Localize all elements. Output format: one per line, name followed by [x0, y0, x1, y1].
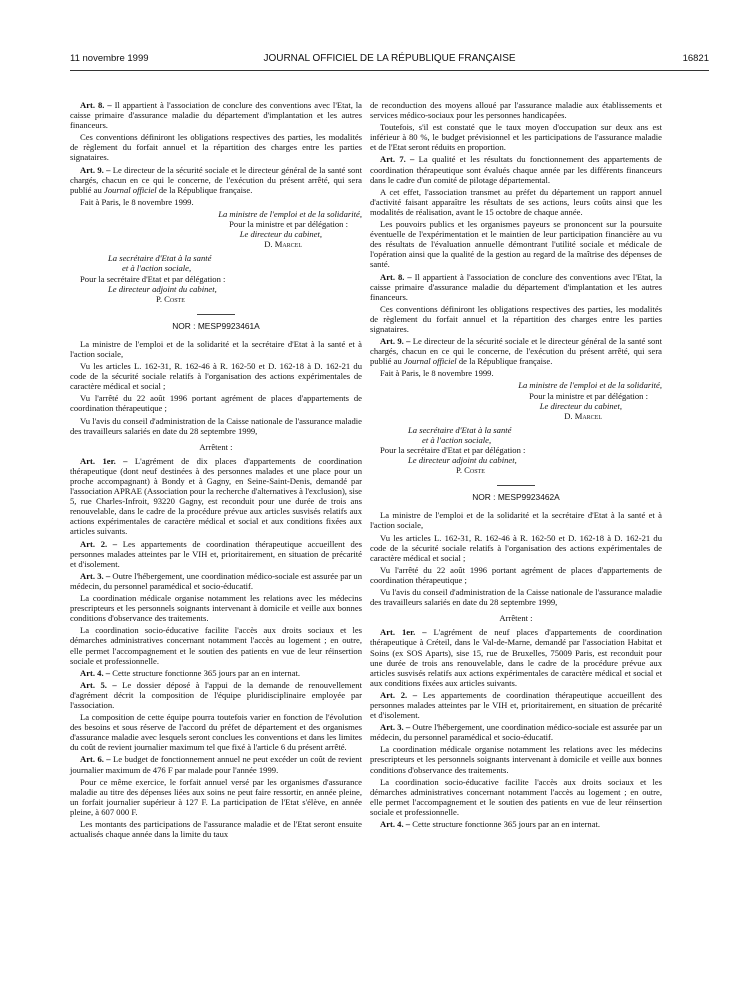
- article-1: Art. 1er. – L'agrément de dix places d'appartements de coordination thérapeutique (dont neuf destinées à des personnes malades et une place pour un proche accompagnant) à Bondy et à Gagny, en Seine-Saint-Denis, demandé par l'association APRAE (Association pour la recherche d'alternatives à l'exclusion), sise 5, rue Charles-Infroit, 93220 Gagny, est reconduit pour une durée de trois ans renouvelable, dans le cadre de la procédure prévue aux articles susvisés relatifs aux actions expérimentales de caractère médical et social et aux conditions fixées aux articles suivants.: [70, 455, 362, 537]
- visa: Vu l'arrêté du 22 août 1996 portant agrément de places d'appartements de coordination thérapeutique ;: [70, 393, 362, 414]
- article-label: Art. 2. –: [380, 689, 418, 700]
- article-label: Art. 7. –: [380, 154, 415, 165]
- page-header: [70, 53, 709, 69]
- article-label: Art. 9. –: [80, 164, 111, 175]
- article-label: Art. 8. –: [80, 100, 112, 110]
- paragraph: La coordination médicale organise notamment les relations avec les médecins prescripteurs et les personnels soignants intervenant à domicile et veille aux bonnes conditions d'observance des traitements.: [370, 744, 662, 775]
- fait-a-paris: Fait à Paris, le 8 novembre 1999.: [380, 368, 494, 379]
- preamble: La ministre de l'emploi et de la solidarité et la secrétaire d'Etat à la santé et à l'action sociale,: [370, 510, 662, 531]
- header-page-number: 16821: [682, 53, 709, 64]
- article-3: Art. 3. – Outre l'hébergement, une coordination médico-sociale est assurée par un médecin, du personnel paramédical et socio-éducatif.: [370, 722, 663, 743]
- signature-block-minister: La ministre de l'emploi et de la solidarité, Pour la ministre et par délégation : Le directeur du cabinet, D. Marcel: [370, 380, 662, 420]
- paragraph: Toutefois, s'il est constaté que le taux moyen d'occupation sur deux ans est inférieur à 80 %, le budget prévisionnel et les participations de l'assurance maladie et de l'Etat seront réduits en proportion.: [370, 122, 662, 153]
- article-7: Art. 7. – La qualité et les résultats du fonctionnement des appartements de coordination thérapeutique sont évalués chaque année par les différents financeurs dans le cadre d'un comité de pilotage départemental.: [370, 154, 662, 185]
- right-column: [370, 100, 662, 831]
- paragraph: Les pouvoirs publics et les organismes payeurs se prononcent sur la poursuite éventuelle de l'expérimentation et le maintien de leur participation financière au vu des résultats de l'évaluation annuelle démontrant l'utilité sociale et médicale de l'opération ainsi que la qualité de la gestion au regard de la maîtrise des dépenses de santé.: [370, 219, 662, 270]
- article-2: Art. 2. – Les appartements de coordination thérapeutique accueillent des personnes malades atteintes par le VIH et, prioritairement, en situation de précarité et d'isolement.: [70, 538, 362, 569]
- article-4: Art. 4. – Cette structure fonctionne 365 jours par an en internat.: [380, 819, 601, 829]
- signatory-name: P. Coste: [156, 293, 185, 304]
- article-2: Art. 2. – Les appartements de coordination thérapeutique accueillent des personnes malades atteintes par le VIH et, prioritairement, en situation de précarité et d'isolement.: [370, 689, 662, 721]
- signatory-name: D. Marcel: [264, 239, 302, 250]
- article-8: Art. 8. – Il appartient à l'association de conclure des conventions avec l'Etat, la caisse primaire d'assurance maladie du département d'implantation et les autres financeurs.: [370, 271, 662, 302]
- nor-reference: NOR : MESP9923461A: [172, 320, 260, 331]
- visa: Vu l'arrêté du 22 août 1996 portant agrément de places d'appartements de coordination thérapeutique ;: [370, 564, 662, 585]
- paragraph: Ces conventions définiront les obligations respectives des parties, les modalités de règlement du forfait annuel et la répartition des charges entre les parties signataires.: [370, 303, 662, 334]
- visa: Vu l'avis du conseil d'administration de la Caisse nationale de l'assurance maladie des travailleurs salariés en date du 28 septembre 1999,: [70, 415, 362, 436]
- paragraph: La coordination socio-éducative facilite l'accès aux droits sociaux et les démarches administratives concernant notamment l'accès au logement ; en outre, elle permet l'accompagnement et le soutien des patients en vue de leur réinsertion sociale et professionnelle.: [70, 625, 362, 666]
- signature-block-secretary: La secrétaire d'Etat à la santé et à l'action sociale, Pour la secrétaire d'Etat et par délégation : Le directeur adjoint du cabinet, P. Coste: [70, 253, 362, 303]
- signature-block-minister: La ministre de l'emploi et de la solidarité, Pour la ministre et par délégation : Le directeur du cabinet, D. Marcel: [70, 209, 362, 249]
- visa: Vu les articles L. 162-31, R. 162-46 à R. 162-50 et D. 162-18 à D. 162-21 du code de la sécurité sociale relatifs à l'organisation des actions expérimentales de caractère médical et social ;: [370, 532, 662, 563]
- separator-rule: [197, 314, 235, 315]
- article-label: Art. 9. –: [380, 336, 411, 347]
- left-column: [70, 100, 362, 841]
- paragraph: La composition de cette équipe pourra toutefois varier en fonction de l'évolution des besoins et sous réserve de l'accord du préfet de département et des organismes d'assurance maladie avec lesquels seront conclues les conventions et dans les limites du coût de revient journalier maximum tel que fixé à l'article 6 du présent arrêté.: [70, 712, 362, 753]
- visa: Vu les articles L. 162-31, R. 162-46 à R. 162-50 et D. 162-18 à D. 162-21 du code de la sécurité sociale relatifs à l'organisation des actions expérimentales de caractère médical et social ;: [70, 361, 362, 392]
- visa: Vu l'avis du conseil d'administration de la Caisse nationale de l'assurance maladie des travailleurs salariés en date du 28 septembre 1999,: [370, 587, 662, 608]
- article-label: Art. 2. –: [80, 538, 118, 549]
- signature-block-secretary: La secrétaire d'Etat à la santé et à l'action sociale, Pour la secrétaire d'Etat et par délégation : Le directeur adjoint du cabinet, P. Coste: [370, 425, 662, 475]
- preamble: La ministre de l'emploi et de la solidarité et la secrétaire d'Etat à la santé et à l'action sociale,: [70, 338, 362, 359]
- paragraph: Les montants des participations de l'assurance maladie et de l'Etat seront ensuite actualisés chaque année dans la limite du taux: [70, 819, 362, 840]
- article-label: Art. 3. –: [80, 570, 111, 581]
- paragraph: Ces conventions définiront les obligations respectives des parties, les modalités de règlement du forfait annuel et la répartition des charges entre les parties signataires.: [70, 132, 362, 163]
- article-label: Art. 8. –: [380, 271, 412, 282]
- article-3: Art. 3. – Outre l'hébergement, une coordination médico-sociale est assurée par un médecin, du personnel paramédical et socio-éducatif.: [70, 570, 363, 591]
- article-9: Art. 9. – Le directeur de la sécurité sociale et le directeur général de la santé sont chargés, chacun en ce qui le concerne, de l'exécution du présent arrêté, qui sera publié au Journal officiel de la République française.: [370, 336, 662, 367]
- header-title: JOURNAL OFFICIEL DE LA RÉPUBLIQUE FRANÇAISE: [263, 53, 516, 64]
- arretent-heading: Arrêtent :: [499, 613, 533, 624]
- article-1: Art. 1er. – L'agrément de neuf places d'appartements de coordination thérapeutique à Créteil, dans le Val-de-Marne, demandé par l'association Habitat et Soins (ex SOS Aparts), sise 15, rue de Bruxelles, 75009 Paris, est reconduit pour une durée de trois ans renouvelable, dans le cadre de la procédure prévue aux articles susvisés relatifs aux actions expérimentales de caractère médical et social et aux conditions fixées aux articles suivants.: [370, 627, 662, 688]
- article-label: Art. 6. –: [80, 754, 111, 765]
- paragraph: Pour ce même exercice, le forfait annuel versé par les organismes d'assurance maladie au titre des dépenses liées aux soins ne peut faire ressortir, en année pleine, un forfait journalier supérieur à 127 F. La participation de l'Etat s'élève, en année pleine, à 607 000 F.: [70, 776, 362, 817]
- fait-a-paris: Fait à Paris, le 8 novembre 1999.: [80, 196, 194, 207]
- article-label: Art. 5. –: [80, 679, 117, 690]
- separator-rule: [497, 485, 535, 486]
- article-6: Art. 6. – Le budget de fonctionnement annuel ne peut excéder un coût de revient journalier maximum de 476 F par malade pour l'année 1999.: [70, 754, 362, 775]
- article-9: Art. 9. – Le directeur de la sécurité sociale et le directeur général de la santé sont chargés, chacun en ce qui le concerne, de l'exécution du présent arrêté, qui sera publié au Journal officiel de la République française.: [70, 164, 362, 195]
- header-rule: [70, 70, 709, 71]
- article-label: Art. 1er. –: [80, 455, 128, 466]
- arretent-heading: Arrêtent :: [199, 441, 233, 452]
- signatory-name: P. Coste: [456, 465, 485, 476]
- article-8: Art. 8. – Il appartient à l'association de conclure des conventions avec l'Etat, la caisse primaire d'assurance maladie du département d'implantation et les autres financeurs.: [70, 100, 362, 131]
- article-label: Art. 3. –: [380, 722, 411, 733]
- header-date: 11 novembre 1999: [70, 53, 149, 64]
- nor-reference: NOR : MESP9923462A: [472, 492, 560, 503]
- paragraph: A cet effet, l'association transmet au préfet du département un rapport annuel d'activité faisant apparaître les résultats de ses actions, leurs coûts ainsi que les modalités de réalisation, avant le 15 octobre de chaque année.: [370, 186, 662, 217]
- article-label: Art. 1er. –: [380, 627, 427, 638]
- article-label: Art. 4. –: [80, 667, 111, 678]
- article-4: Art. 4. – Cette structure fonctionne 365 jours par an en internat.: [80, 667, 301, 678]
- paragraph: La coordination médicale organise notamment les relations avec les médecins prescripteurs et les personnels soignants intervenant à domicile et veille aux bonnes conditions d'observance des traitements.: [70, 593, 362, 624]
- paragraph-continuation: de reconduction des moyens alloué par l'assurance maladie aux établissements et services médico-sociaux pour les personnes handicapées.: [370, 100, 662, 121]
- paragraph: La coordination socio-éducative facilite l'accès aux droits sociaux et les démarches administratives concernant notamment l'accès au logement ; en outre, elle permet l'accompagnement et le soutien des patients en vue de leur réinsertion sociale et professionnelle.: [370, 776, 662, 817]
- signatory-name: D. Marcel: [564, 410, 602, 421]
- article-label: Art. 4. –: [380, 819, 411, 829]
- article-5: Art. 5. – Le dossier déposé à l'appui de la demande de renouvellement d'agrément décrit la composition de l'équipe pluridisciplinaire employée par l'association.: [70, 679, 362, 710]
